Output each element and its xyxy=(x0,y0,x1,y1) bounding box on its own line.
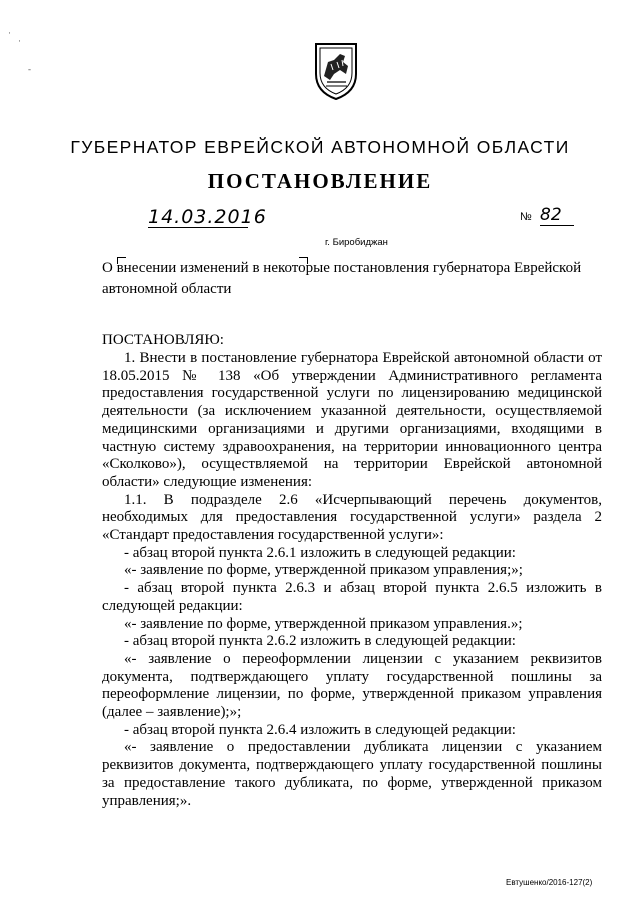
scan-mark: · xyxy=(18,36,21,46)
body-paragraph: - абзац второй пункта 2.6.4 изложить в следующей редакции: xyxy=(124,721,516,738)
coat-of-arms-emblem xyxy=(312,40,360,102)
body-paragraph: «- заявление о предоставлении дубликата лицензии с указанием реквизитов документа, подтверждающего уплату государственной пошлины за предоставление такого дубликата, по форме, утвержденной приказом управления;». xyxy=(102,739,602,809)
document-type-heading: ПОСТАНОВЛЕНИЕ xyxy=(207,169,433,193)
resolve-heading: ПОСТАНОВЛЯЮ: xyxy=(102,332,224,348)
body-paragraph: 1.1. В подразделе 2.6 «Исчерпывающий перечень документов, необходимых для предоставления государственной услуги» раздела 2 «Стандарт предоставления государственной услуги»: xyxy=(102,491,602,544)
document-number: 82 xyxy=(540,205,574,226)
scan-mark: · xyxy=(8,28,11,38)
body-paragraph: «- заявление по форме, утвержденной приказом управления;»; xyxy=(124,562,523,579)
document-subject: О внесении изменений в некоторые постановления губернатора Еврейской автономной области xyxy=(102,260,582,297)
footer-code: Евтушенко/2016-127(2) xyxy=(506,878,593,887)
body-paragraph: - абзац второй пункта 2.6.3 и абзац второй пункта 2.6.5 изложить в следующей редакции: xyxy=(102,580,602,614)
document-date: 14.03.2016 xyxy=(148,206,267,228)
body-paragraph: - абзац второй пункта 2.6.2 изложить в следующей редакции: xyxy=(124,633,516,650)
issuer-title: ГУБЕРНАТОР ЕВРЕЙСКОЙ АВТОНОМНОЙ ОБЛАСТИ xyxy=(70,137,570,157)
city-label: г. Биробиджан xyxy=(325,237,388,248)
scan-mark: - xyxy=(28,64,31,74)
body-paragraph: - абзац второй пункта 2.6.1 изложить в следующей редакции: xyxy=(124,544,516,561)
number-label: № xyxy=(520,211,532,223)
body-paragraph: «- заявление по форме, утвержденной приказом управления.»; xyxy=(124,615,523,632)
body-paragraph: «- заявление о переоформлении лицензии с указанием реквизитов документа, подтверждающего уплату государственной пошлины за переоформление лицензии, по форме, утвержденной приказом управления (далее – заявление);»; xyxy=(102,650,602,721)
body-paragraph: 1. Внести в постановление губернатора Еврейской автономной области от 18.05.2015 № 138 «Об утверждении Административного регламента предоставления государственной услуги по лицензированию медицинской деятельности (за исключением указанной деятельности, осуществляемой медицинскими организациями и другими организациями, входящими в частную систему здравоохранения, на территории инновационного центра «Сколково»), осуществляемой на территории Еврейской автономной области» следующие изменения: xyxy=(102,350,602,490)
document-body xyxy=(102,350,602,810)
